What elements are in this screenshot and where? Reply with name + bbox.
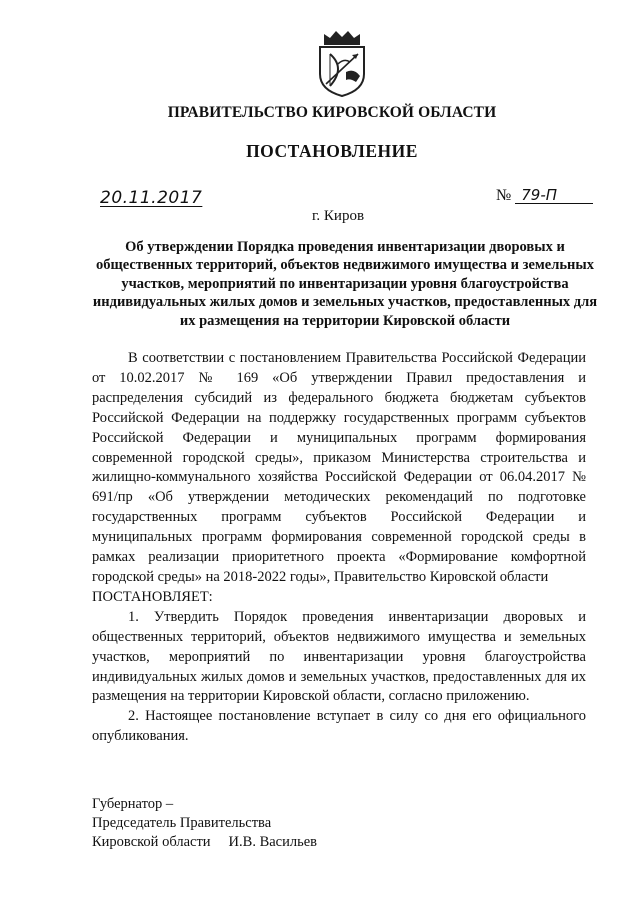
- signature-region: Кировской области: [92, 834, 211, 850]
- signature-position-3: [92, 833, 317, 852]
- document-body: [92, 349, 586, 747]
- decree-word: ПОСТАНОВЛЯЕТ:: [92, 588, 213, 605]
- document-type: ПОСТАНОВЛЕНИЕ: [246, 141, 418, 161]
- number-value: 79-П: [515, 187, 593, 204]
- organization-name: ПРАВИТЕЛЬСТВО КИРОВСКОЙ ОБЛАСТИ: [167, 104, 497, 121]
- city: г. Киров: [311, 208, 365, 224]
- signature-block: [92, 795, 317, 852]
- signature-position-2: Председатель Правительства: [92, 815, 272, 831]
- document-date: 20.11.2017: [100, 188, 203, 208]
- item-1-paragraph: 1. Утвердить Порядок проведения инвентаризации дворовых и общественных территорий, объектов недвижимого имущества и земельных участков, мероприятий по инвентаризации уровня благоустройства индивидуальных жилых домов и земельных участков, предоставленных для их размещения на территории Кировской области, согласно приложению.: [92, 608, 586, 705]
- kirov-coat-of-arms-icon: [316, 28, 368, 98]
- signatory-name: И.В. Васильев: [228, 834, 317, 850]
- preamble-paragraph: В соответствии с постановлением Правительства Российской Федерации от 10.02.2017 № 169 «Об утверждении Правил предоставления и распределения субсидий из федерального бюджета бюджетам субъектов Российской Федерации на поддержку государственных программ субъектов Российской Федерации и муниципальных программ формирования современной городской среды», приказом Министерства строительства и жилищно-коммунального хозяйства Российской Федерации от 06.04.2017 № 691/пр «Об утверждении методических рекомендаций по подготовке государственных программ субъектов Российской Федерации и муниципальных программ формирования современной городской среды в рамках реализации приоритетного проекта «Формирование комфортной городской среды» на 2018-2022 годы», Правительство Кировской области: [92, 350, 586, 585]
- document-title: Об утверждении Порядка проведения инвентаризации дворовых и общественных территорий, объектов недвижимого имущества и земельных участков, мероприятий по инвентаризации уровня благоустройства индивидуальных жилых домов и земельных участков, предоставленных для их размещения на территории Кировской области: [92, 239, 598, 329]
- number-label: №: [496, 187, 512, 204]
- item-2-paragraph: 2. Настоящее постановление вступает в силу со дня его официального опубликования.: [92, 708, 586, 745]
- signature-position-1: Губернатор –: [92, 796, 174, 812]
- document-number: [496, 187, 593, 205]
